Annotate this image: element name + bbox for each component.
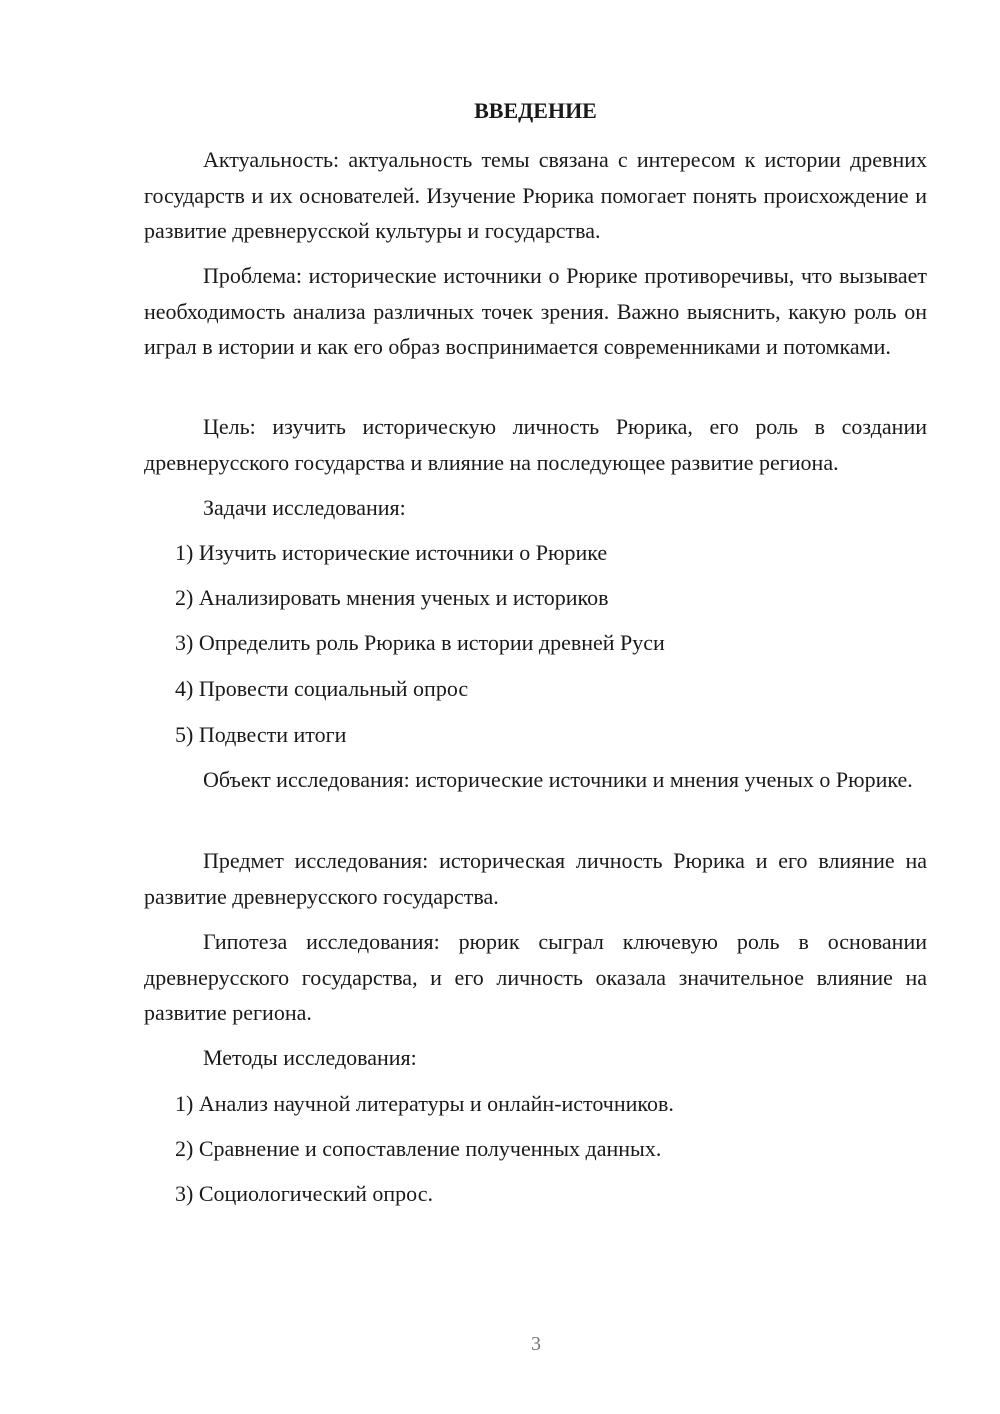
task-item: 4) Провести социальный опрос bbox=[175, 676, 469, 701]
task-item: 3) Определить роль Рюрика в истории древней Руси bbox=[175, 630, 665, 655]
task-item: 1) Изучить исторические источники о Рюрике bbox=[175, 540, 608, 565]
goal-paragraph: Цель: изучить историческую личность Рюрика, его роль в создании древнерусского государства и влияние на последующее развитие региона. bbox=[144, 414, 927, 475]
method-item: 1) Анализ научной литературы и онлайн-источников. bbox=[175, 1091, 674, 1116]
method-item: 2) Сравнение и сопоставление полученных данных. bbox=[175, 1136, 662, 1161]
method-item: 3) Социологический опрос. bbox=[175, 1181, 433, 1206]
task-item: 2) Анализировать мнения ученых и историков bbox=[175, 585, 609, 610]
subject-paragraph: Предмет исследования: историческая личность Рюрика и его влияние на развитие древнерусского государства. bbox=[144, 848, 927, 909]
problem-paragraph: Проблема: исторические источники о Рюрике противоречивы, что вызывает необходимость анализа различных точек зрения. Важно выяснить, какую роль он играл в истории и как его образ воспринимается современниками и потомками. bbox=[144, 263, 927, 359]
object-paragraph: Объект исследования: исторические источники и мнения ученых о Рюрике. bbox=[203, 767, 913, 792]
tasks-title: Задачи исследования: bbox=[203, 495, 406, 520]
hypothesis-paragraph: Гипотеза исследования: рюрик сыграл ключевую роль в основании древнерусского государства, и его личность оказала значительное влияние на развитие региона. bbox=[144, 929, 927, 1025]
relevance-paragraph: Актуальность: актуальность темы связана с интересом к истории древних государств и их основателей. Изучение Рюрика помогает понять происхождение и развитие древнерусской культуры и государства. bbox=[144, 147, 927, 243]
task-item: 5) Подвести итоги bbox=[175, 722, 347, 747]
methods-title: Методы исследования: bbox=[203, 1045, 417, 1070]
page-number: 3 bbox=[531, 1333, 541, 1355]
page-title: ВВЕДЕНИЕ bbox=[474, 98, 597, 123]
